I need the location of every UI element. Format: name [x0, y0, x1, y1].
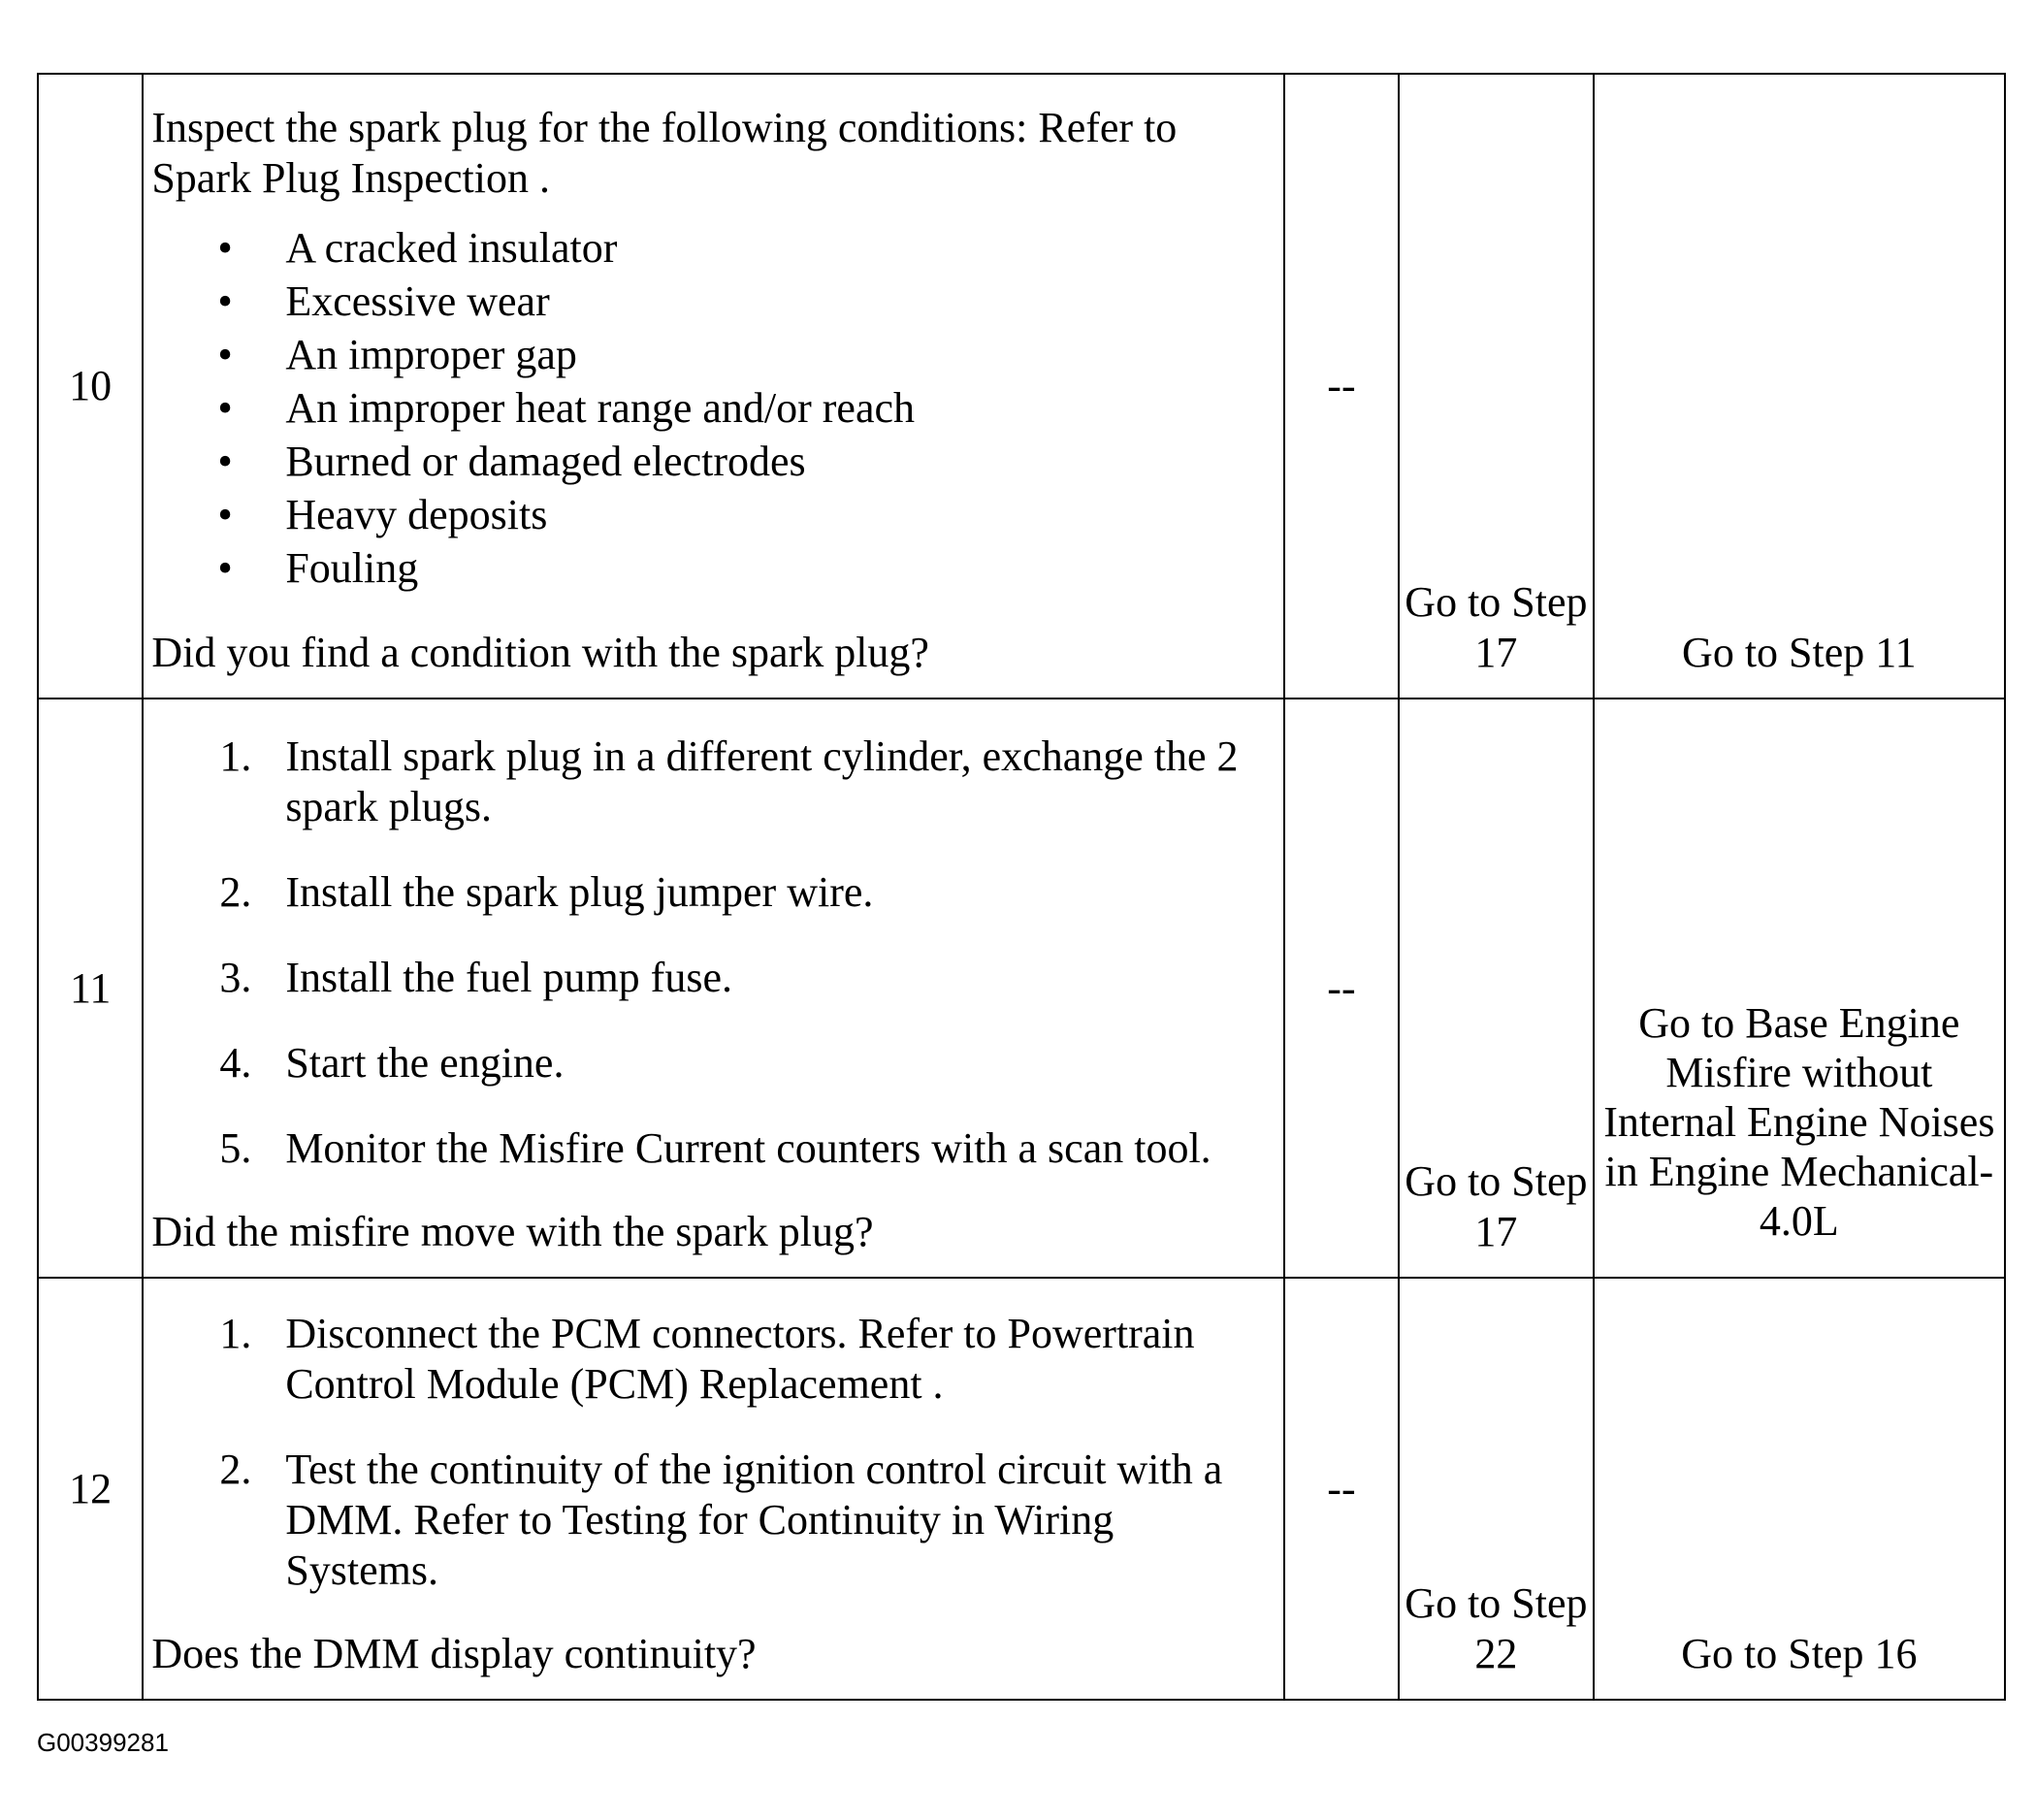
- step-number: 10: [38, 74, 143, 699]
- list-item: [219, 867, 1269, 918]
- procedure-list: [151, 1309, 1269, 1596]
- diagnostic-table: [37, 73, 2006, 1701]
- item-text: Start the engine.: [285, 1039, 565, 1087]
- list-item: [219, 1309, 1269, 1410]
- item-number: 4.: [219, 1039, 252, 1087]
- item-text: Install the spark plug jumper wire.: [285, 868, 874, 916]
- value-cell: --: [1284, 74, 1399, 699]
- item-text: Test the continuity of the ignition control circuit with a DMM. Refer to Testing for Continuity in Wiring Systems.: [285, 1446, 1223, 1594]
- item-text: Install spark plug in a different cylinder, exchange the 2 spark plugs.: [285, 732, 1239, 830]
- yes-cell: Go to Step 22: [1399, 1278, 1594, 1700]
- list-item: [219, 1445, 1269, 1596]
- action-question: Does the DMM display continuity?: [151, 1630, 757, 1677]
- list-item: • A cracked insulator: [285, 221, 1269, 275]
- yes-cell: Go to Step 17: [1399, 74, 1594, 699]
- list-item: [219, 731, 1269, 832]
- value-cell: --: [1284, 1278, 1399, 1700]
- step-number: 12: [38, 1278, 143, 1700]
- action-lead: Inspect the spark plug for the following conditions: Refer to Spark Plug Inspection .: [151, 104, 1178, 202]
- no-cell: Go to Base Engine Misfire without Internal Engine Noises in Engine Mechanical-4.0L: [1594, 699, 2005, 1278]
- item-number: 1.: [219, 1310, 252, 1357]
- item-number: 2.: [219, 1446, 252, 1493]
- list-item: [219, 1038, 1269, 1089]
- item-number: 5.: [219, 1124, 252, 1172]
- item-text: Install the fuel pump fuse.: [285, 954, 732, 1001]
- procedure-list: [151, 731, 1269, 1174]
- item-number: 3.: [219, 954, 252, 1001]
- action-question: Did the misfire move with the spark plug?: [151, 1208, 874, 1255]
- list-item: • Burned or damaged electrodes: [285, 435, 1269, 488]
- list-item: • Fouling: [285, 541, 1269, 595]
- table-row: [38, 1278, 2005, 1700]
- action-cell: [143, 1278, 1283, 1700]
- yes-cell: Go to Step 17: [1399, 699, 1594, 1278]
- figure-id: G00399281: [37, 1728, 169, 1757]
- list-item: • An improper heat range and/or reach: [285, 381, 1269, 435]
- item-text: Disconnect the PCM connectors. Refer to Powertrain Control Module (PCM) Replacement .: [285, 1310, 1195, 1408]
- list-item: [219, 1123, 1269, 1174]
- item-text: Monitor the Misfire Current counters with a scan tool.: [285, 1124, 1211, 1172]
- item-number: 1.: [219, 732, 252, 780]
- item-number: 2.: [219, 868, 252, 916]
- no-cell: Go to Step 11: [1594, 74, 2005, 699]
- list-item: • Heavy deposits: [285, 488, 1269, 541]
- action-cell: [143, 699, 1283, 1278]
- value-cell: --: [1284, 699, 1399, 1278]
- list-item: • An improper gap: [285, 328, 1269, 381]
- step-number: 11: [38, 699, 143, 1278]
- no-cell: Go to Step 16: [1594, 1278, 2005, 1700]
- list-item: [219, 953, 1269, 1003]
- list-item: • Excessive wear: [285, 275, 1269, 328]
- action-cell: [143, 74, 1283, 699]
- table-row: [38, 74, 2005, 699]
- table-row: [38, 699, 2005, 1278]
- condition-list: [151, 221, 1269, 595]
- action-question: Did you find a condition with the spark plug?: [151, 629, 929, 676]
